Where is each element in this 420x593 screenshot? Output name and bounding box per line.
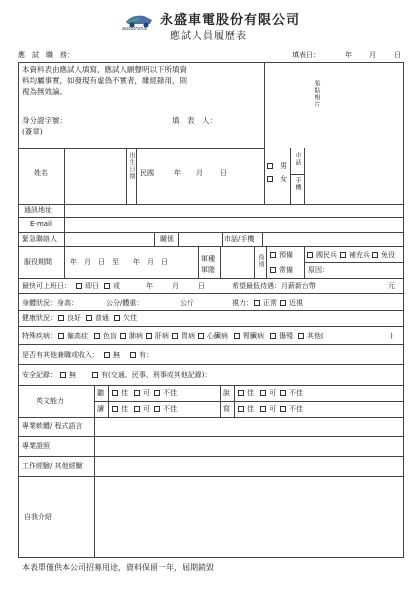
divider: [18, 148, 264, 149]
divider: [18, 436, 404, 437]
read-poor[interactable]: [154, 405, 161, 413]
date-day: 日: [394, 51, 401, 59]
divider: [290, 174, 304, 175]
supplement-checkbox[interactable]: [340, 251, 347, 259]
divider: [304, 262, 404, 263]
disease-opt[interactable]: [298, 332, 305, 340]
supplement-label: 補充兵: [349, 251, 370, 259]
safety-no-checkbox[interactable]: [60, 371, 67, 379]
disease-close: ): [390, 332, 393, 340]
national-guard-checkbox[interactable]: [307, 251, 314, 259]
divider: [18, 417, 404, 418]
safety-label: 安全記錄：: [22, 371, 57, 379]
female-label: 女: [280, 175, 287, 183]
or-label: 或: [113, 282, 120, 290]
start-year: 年: [146, 282, 153, 290]
divider: [18, 217, 404, 218]
start-date-label: 最快可上班日：: [22, 282, 71, 290]
disease-opt[interactable]: [172, 332, 179, 340]
roc-label: 民國: [140, 169, 154, 177]
divider: [18, 344, 404, 345]
vision-near-label: 近視: [289, 299, 303, 307]
branch-label: 軍種軍階: [201, 255, 215, 274]
listen-good[interactable]: [112, 389, 119, 397]
health-good-checkbox[interactable]: [58, 314, 65, 322]
disease-label: 特殊疾病：: [22, 332, 57, 340]
disease-opt-label: 胃病: [181, 332, 195, 340]
divider: [304, 148, 305, 204]
speak-label: 說: [223, 389, 230, 397]
military-period: 年 月 日 至 年 月 日: [70, 258, 168, 266]
write-fair[interactable]: [260, 405, 267, 413]
write-good[interactable]: [238, 405, 245, 413]
divider: [18, 476, 404, 477]
divider: [126, 148, 127, 204]
disease-opt[interactable]: [94, 332, 101, 340]
divider: [18, 293, 404, 294]
national-guard-label: 國民兵: [316, 251, 337, 259]
divider: [222, 232, 223, 246]
disease-opt-label: 傷殘: [279, 332, 293, 340]
divider: [18, 246, 404, 247]
other-income-label: 是否有其他兼職或收入：: [22, 351, 99, 359]
divider: [18, 232, 404, 233]
disease-opt-label: 肝病: [155, 332, 169, 340]
divider: [94, 401, 404, 402]
position-label: 應 試 職 務：: [18, 51, 74, 59]
divider: [64, 246, 65, 278]
divider: [234, 385, 235, 417]
divider: [266, 246, 267, 278]
height-unit: 公分/體重：: [106, 299, 144, 307]
exempt-checkbox[interactable]: [372, 251, 379, 259]
intro-line-3: 視為無效論。: [22, 87, 67, 96]
disease-opt[interactable]: [270, 332, 277, 340]
cert-label: 專業證照: [22, 442, 50, 450]
disease-opt-label: 肺病: [129, 332, 143, 340]
birth-label: 出生日期: [128, 152, 135, 180]
other-income-no-label: 無: [113, 351, 120, 359]
divider: [18, 310, 404, 311]
speak-poor[interactable]: [280, 389, 287, 397]
email-label: E-mail: [30, 220, 52, 228]
immediate-checkbox[interactable]: [76, 282, 83, 290]
read-fair[interactable]: [134, 405, 141, 413]
weight-unit: 公斤: [180, 299, 194, 307]
opt-fair: 可: [269, 389, 276, 397]
opt-fair: 可: [269, 405, 276, 413]
vision-label: 視力：: [232, 299, 253, 307]
opt-good: 佳: [247, 405, 254, 413]
birth-day: 日: [220, 169, 227, 177]
male-checkbox[interactable]: [267, 162, 274, 170]
disease-opt-label: 腎臟病: [243, 332, 264, 340]
regular-checkbox[interactable]: [270, 266, 277, 274]
mobile-label: 手機: [294, 177, 301, 191]
photo-label: 張貼相片: [313, 80, 320, 108]
opt-good: 佳: [247, 389, 254, 397]
health-fair-checkbox[interactable]: [86, 314, 93, 322]
safety-no-label: 無: [69, 371, 76, 379]
name-label: 姓名: [34, 169, 48, 177]
opt-poor: 不佳: [163, 405, 177, 413]
health-poor-checkbox[interactable]: [114, 314, 121, 322]
immediate-label: 即日: [85, 282, 99, 290]
divider: [64, 232, 65, 246]
disease-opt-label: 僱高症: [67, 332, 88, 340]
self-intro-label: 自我介紹: [24, 513, 52, 521]
address-label: 通訊地址: [24, 206, 52, 214]
date-month: 月: [369, 51, 376, 59]
divider: [64, 204, 65, 232]
write-poor[interactable]: [280, 405, 287, 413]
or-checkbox[interactable]: [104, 282, 111, 290]
body-label: 身體狀況：身高：: [22, 299, 78, 307]
divider: [136, 148, 137, 204]
divider: [18, 364, 404, 365]
divider: [154, 232, 155, 246]
health-poor-label: 欠佳: [123, 314, 137, 322]
male-label: 男: [280, 162, 287, 170]
phone-label: 市話: [294, 152, 301, 166]
safety-yes-checkbox[interactable]: [92, 371, 99, 379]
divider: [220, 246, 221, 278]
divider: [18, 456, 404, 457]
female-checkbox[interactable]: [267, 175, 274, 183]
health-fair-label: 普通: [95, 314, 109, 322]
safety-yes-label: 有(交通、民事、刑事或其他記錄)：: [101, 371, 212, 379]
footer-note: 本表單僅供本公司招募用途，資料保留一年，屆期銷毀: [22, 563, 214, 572]
divider: [18, 385, 404, 386]
disease-opt-label: 其他(: [307, 332, 324, 340]
health-label: 健康狀況：: [22, 314, 57, 322]
opt-poor: 不佳: [289, 389, 303, 397]
other-income-yes-label: 有：: [139, 351, 153, 359]
date-year: 年: [345, 51, 352, 59]
divider: [290, 148, 291, 204]
start-month: 月: [172, 282, 179, 290]
intro-line-1: 本資料表由應試人填寫，應試人願聲明以下所填資: [22, 65, 187, 74]
listen-poor[interactable]: [154, 389, 161, 397]
emergency-phone-label: 市話/手機: [224, 235, 255, 243]
divider: [220, 385, 221, 417]
military-period-label: 服役期間: [24, 258, 52, 266]
logo-text: autotronic: [122, 26, 148, 32]
read-label: 讀: [97, 405, 104, 413]
relation-label: 關係: [160, 235, 174, 243]
exempt-label: 免役: [381, 251, 395, 259]
opt-fair: 可: [143, 389, 150, 397]
reserve-checkbox[interactable]: [270, 251, 277, 259]
salary-label: 希望最低待遇：月薪新台幣: [232, 282, 316, 290]
applicant-label: 填 表 人：: [172, 116, 217, 125]
listen-label: 聽: [97, 389, 104, 397]
divider: [18, 204, 404, 205]
company-name: 永盛車電股份有限公司: [160, 13, 301, 28]
sign-label: (簽章): [22, 127, 43, 136]
software-label: 專業軟體/ 程式語言: [22, 422, 83, 430]
form-title: 應試人員履歷表: [170, 31, 247, 42]
opt-fair: 可: [143, 405, 150, 413]
vision-normal-checkbox[interactable]: [254, 299, 261, 307]
date-label: 填表日：: [292, 51, 320, 59]
divider: [178, 232, 179, 246]
divider: [254, 246, 255, 278]
service-label: 役別: [257, 254, 264, 268]
speak-fair[interactable]: [260, 389, 267, 397]
write-label: 寫: [223, 405, 230, 413]
opt-poor: 不佳: [289, 405, 303, 413]
disease-opt[interactable]: [234, 332, 241, 340]
reserve-label: 預備: [279, 251, 293, 259]
disease-opt[interactable]: [198, 332, 205, 340]
other-income-yes-checkbox[interactable]: [130, 351, 137, 359]
intro-line-2: 料均屬事實，如發現有虛偽不實者，雖經錄用，則: [22, 76, 187, 85]
photo-divider: [264, 62, 265, 204]
disease-opt[interactable]: [58, 332, 65, 340]
disease-opt-label: 色盲: [103, 332, 117, 340]
vision-normal-label: 正常: [263, 299, 277, 307]
birth-year: 年: [174, 169, 181, 177]
divider: [262, 232, 263, 246]
read-good[interactable]: [112, 405, 119, 413]
divider: [18, 326, 404, 327]
disease-opt[interactable]: [146, 332, 153, 340]
vision-near-checkbox[interactable]: [280, 299, 287, 307]
disease-opt[interactable]: [120, 332, 127, 340]
regular-label: 常備: [279, 266, 293, 274]
reason-label: 原因：: [308, 266, 329, 274]
birth-month: 月: [196, 169, 203, 177]
divider: [198, 246, 199, 278]
opt-good: 佳: [121, 389, 128, 397]
company-logo: [122, 12, 158, 32]
divider: [64, 148, 65, 204]
emergency-label: 緊急聯絡人: [22, 235, 57, 243]
divider: [18, 278, 404, 279]
english-label: 英文能力: [36, 397, 64, 405]
listen-fair[interactable]: [134, 389, 141, 397]
experience-label: 工作經驗/ 其他經驗: [22, 462, 83, 470]
speak-good[interactable]: [238, 389, 245, 397]
disease-opt-label: 心臟病: [207, 332, 228, 340]
health-good-label: 良好: [67, 314, 81, 322]
divider: [94, 417, 95, 558]
start-day: 日: [198, 282, 205, 290]
id-number-label: 身分證字號：: [22, 116, 67, 125]
opt-good: 佳: [121, 405, 128, 413]
opt-poor: 不佳: [163, 389, 177, 397]
other-income-no-checkbox[interactable]: [104, 351, 111, 359]
salary-unit: 元: [388, 282, 395, 290]
